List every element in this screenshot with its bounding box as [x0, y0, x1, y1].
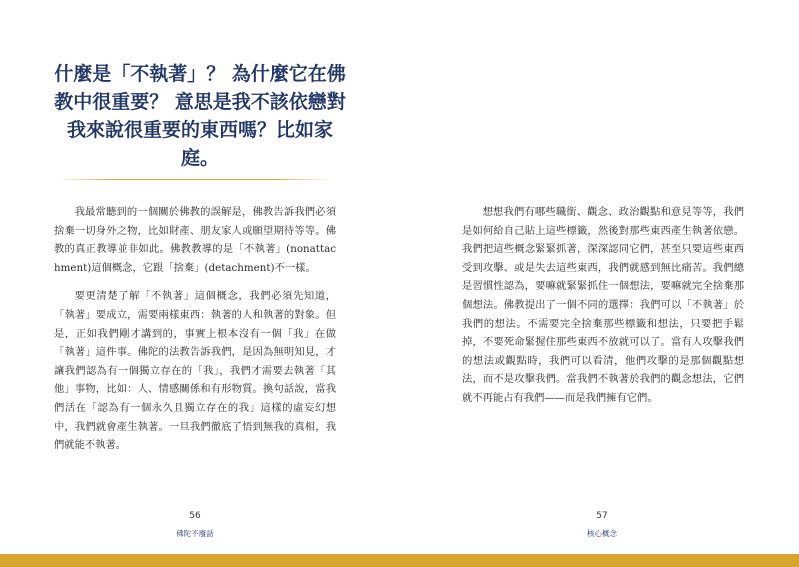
- left-page-number: 56: [189, 511, 201, 521]
- left-paragraph-1: 我最常聽到的一個關於佛教的誤解是，佛教告訴我們必須捨棄一切身外之物，比如財產、朋友家人或願望期待等等。佛教的真正教導並非如此。佛教教導的是「不執著」(nonattachment)這個概念，它跟「捨棄」(detachment)不一樣。: [54, 206, 336, 274]
- right-running-head: 核心概念: [587, 529, 617, 538]
- left-body-text: [54, 203, 336, 455]
- left-paragraph-2: 要更清楚了解「不執著」這個概念，我們必須先知道，「執著」要成立，需要兩樣東西：執著的人和執著的對象。但是，正如我們剛才講到的，事實上根本沒有一個「我」在做「執著」這件事。佛陀的法教告訴我們，是因為無明知見，才讓我們認為有一個獨立存在的「我」，我們才需要去執著「其他」事物，比如：人、情感關係和有形物質。換句話說，當我們活在「認為有一個永久且獨立存在的我」這樣的虛妄幻想中，我們就會產生執著。一旦我們徹底了悟到無我的真相，我們就能不執著。: [54, 290, 336, 452]
- right-page-number: 57: [596, 511, 608, 521]
- left-page: [0, 0, 399, 567]
- chapter-question-title: 什麼是「不執著」？ 為什麼它在佛教中很重要？ 意思是我不該依戀對我來說很重要的東西嗎？比如家庭。: [54, 63, 346, 169]
- right-body-text: [462, 203, 744, 408]
- title-divider: [58, 179, 330, 180]
- left-running-head: 佛陀不廢話: [176, 529, 214, 538]
- footer-accent-band: [0, 554, 799, 567]
- right-paragraph-1: 想想我們有哪些職銜、觀念、政治觀點和意見等等，我們是如何給自己貼上這些標籤，然後對那些東西產生執著依戀。我們把這些概念緊緊抓著，深深認同它們，甚至只要這些東西受到攻擊、或是失去這些東西，我們就感到無比痛苦。我們總是習慣性認為，要嘛就緊緊抓住一個想法，要嘛就完全捨棄那個想法。佛教提出了一個不同的選擇：我們可以「不執著」於我們的想法。不需要完全捨棄那些標籤和想法，只要把手鬆掉，不要死命緊握住那些東西不放就可以了。當有人攻擊我們的想法或觀點時，我們可以看清，他們攻擊的是那個觀點想法，而不是攻擊我們。當我們不執著於我們的觀念想法，它們就不再能占有我們——而是我們擁有它們。: [462, 206, 744, 404]
- right-page: [399, 0, 799, 567]
